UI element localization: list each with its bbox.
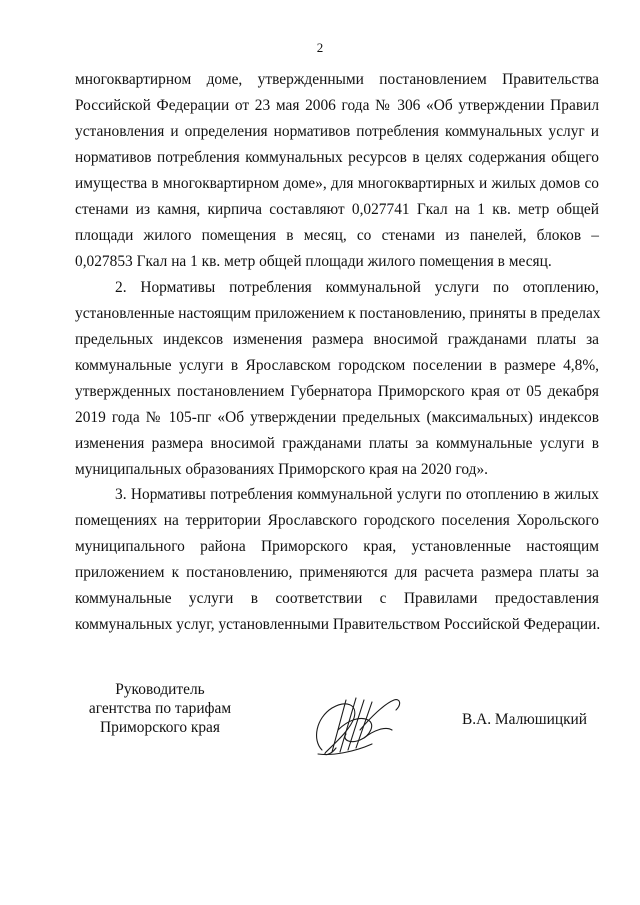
paragraph-2-line: предельных индексов изменения размера вносимой гражданами платы за [75,331,599,348]
paragraph-3-line: приложением к постановлению, применяются для расчета размера платы за [75,564,599,581]
paragraph-3-line: коммунальных услуг, установленными Правительством Российской Федерации. [75,616,601,633]
paragraph-1-line: нормативов потребления коммунальных ресурсов в целях содержания общего [75,149,599,166]
paragraph-1-line: Российской Федерации от 23 мая 2006 года № 306 «Об утверждении Правил [75,97,599,114]
paragraph-3-line: помещениях на территории Ярославского городского поселения Хорольского [75,512,599,529]
signatory-title-line: Приморского края [100,719,220,736]
paragraph-2-line: установленные настоящим приложением к постановлению, приняты в пределах [75,305,601,322]
paragraph-2-line: утвержденных постановлением Губернатора Приморского края от 05 декабря [75,383,599,400]
handwritten-signature [302,690,406,762]
paragraph-1-line: установления и определения нормативов потребления коммунальных услуг и [75,123,599,140]
paragraph-1-line: 0,027853 Гкал на 1 кв. метр общей площади жилого помещения в месяц. [75,253,552,270]
signatory-title-line: Руководитель [115,681,205,698]
paragraph-2-line: 2. Нормативы потребления коммунальной услуги по отоплению, [115,279,599,296]
paragraph-1-line: площади жилого помещения в месяц, со стенами из панелей, блоков – [75,227,599,244]
paragraph-2-line: 2019 года № 105-пг «Об утверждении предельных (максимальных) индексов [75,409,599,426]
signatory-title-line: агентства по тарифам [88,700,232,717]
paragraph-1-line: многоквартирном доме, утвержденными постановлением Правительства [75,71,599,88]
paragraph-3-line: 3. Нормативы потребления коммунальной услуги по отоплению в жилых [115,486,599,503]
paragraph-3-line: коммунальные услуги в соответствии с Правилами предоставления [75,590,599,607]
signatory-name: В.А. Малюшицкий [462,711,588,728]
paragraph-1-line: имущества в многоквартирном доме», для многоквартирных и жилых домов со [75,175,599,192]
paragraph-2-line: коммунальные услуги в Ярославском городском поселении в размере 4,8%, [75,357,599,374]
paragraph-3-line: муниципального района Приморского края, установленные настоящим [75,538,599,555]
signatory-title [80,680,240,737]
page-number: 2 [316,40,324,55]
paragraph-2-line: муниципальных образованиях Приморского края на 2020 год». [75,461,489,478]
paragraph-2-line: изменения размера вносимой гражданами платы за коммунальные услуги в [75,435,599,452]
paragraph-1-line: стенами из камня, кирпича составляют 0,027741 Гкал на 1 кв. метр общей [75,201,599,218]
